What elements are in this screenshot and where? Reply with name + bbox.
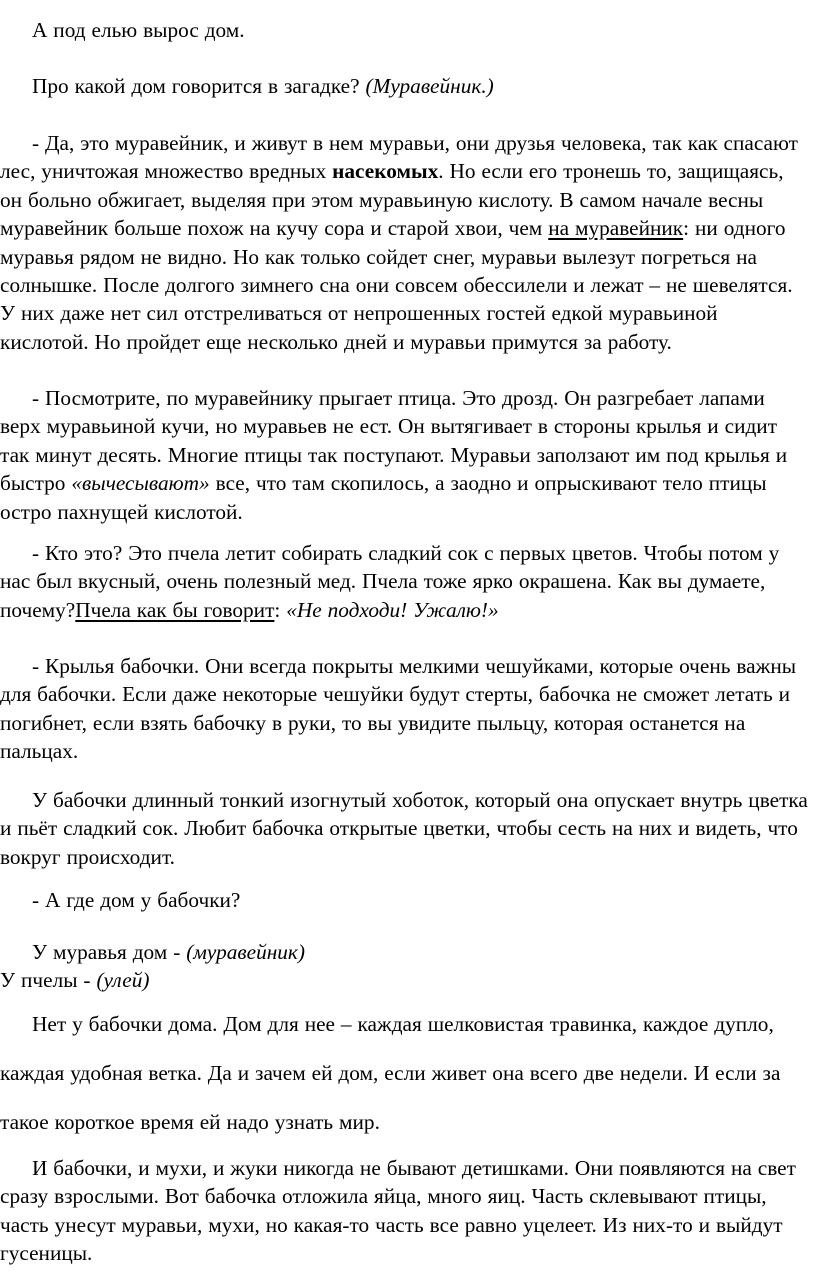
thrush-text-b: все, что там скопилось, а заодно и опрыскивают тело птицы остро пахнущей кислотой. bbox=[0, 471, 767, 524]
paragraph-no-home bbox=[0, 1000, 808, 1147]
paragraph-butterfly-wings bbox=[0, 652, 808, 766]
paragraph-question-house bbox=[0, 886, 808, 914]
no-home-text: Нет у бабочки дома. Дом для нее – каждая шелковистая травинка, каждое дупло, каждая удобная ветка. Да и зачем ей дом, если живет она всего две недели. И если за такое короткое время ей надо узнать мир. bbox=[0, 1012, 781, 1134]
paragraph-riddle-line bbox=[0, 16, 808, 44]
bee-home-answer: (улей) bbox=[96, 968, 150, 993]
paragraph-bee bbox=[0, 539, 808, 624]
bee-home-text: У пчелы - bbox=[0, 968, 97, 993]
riddle-text: А под елью вырос дом. bbox=[32, 18, 245, 42]
paragraph-proboscis bbox=[0, 786, 808, 871]
caterpillars-text: И бабочки, и мухи, и жуки никогда не бывают детишками. Они появляются на свет сразу взрослыми. Вот бабочка отложила яйца, много яиц. Часть склевывают птицы, часть унесут муравьи, мухи, но какая-то часть все равно уцелеет. Из них-то и выйдут гусеницы. bbox=[0, 1156, 796, 1266]
bee-italic-quote: «Не подходи! Ужалю!» bbox=[286, 597, 499, 622]
bee-text-a: - Кто это? Это пчела летит собирать сладкий сок с первых цветов. Чтобы потом у нас был вкусный, очень полезный мед. Пчела тоже ярко окрашена. Как вы думаете, почему? bbox=[0, 541, 780, 622]
anthill-text-a: - Да, это муравейник, и живут в нем муравьи, они друзья человека, так как спасают лес, уничтожая множество вредных bbox=[0, 131, 798, 184]
question-text: Про какой дом говорится в загадке? bbox=[32, 74, 366, 98]
paragraph-homes-list bbox=[0, 938, 808, 995]
anthill-underlined: на муравейник bbox=[548, 216, 684, 241]
anthill-text-c: : ни одного муравья рядом не видно. Но как только сойдет снег, муравьи вылезут погреться на солнышке. После долгого зимнего сна они совсем обессилели и лежат – не шевелятся. У них даже нет сил отстреливаться от непрошенных гостей едкой муравьиной кислотой. Но пройдет еще несколько дней и муравьи примутся за работу. bbox=[0, 216, 793, 354]
house-question-text: - А где дом у бабочки? bbox=[32, 888, 241, 912]
bee-underlined: Пчела как бы говорит bbox=[75, 597, 275, 622]
proboscis-text: У бабочки длинный тонкий изогнутый хоботок, который она опускает внутрь цветка и пьёт сладкий сок. Любит бабочка открытые цветки, чтобы сесть на них и видеть, что вокруг происходит. bbox=[0, 788, 808, 869]
thrush-italic: «вычесывают» bbox=[71, 471, 210, 496]
paragraph-caterpillars bbox=[0, 1154, 808, 1268]
paragraph-thrush bbox=[0, 384, 808, 526]
ant-home-text: У муравья дом - bbox=[32, 940, 187, 964]
paragraph-question bbox=[0, 72, 808, 100]
paragraph-anthill bbox=[0, 129, 808, 356]
thrush-text-a: - Посмотрите, по муравейнику прыгает птица. Это дрозд. Он разгребает лапами верх муравьиной кучи, но муравьев не ест. Он вытягивает в стороны крылья и сидит так минут десять. Многие птицы так поступают. Муравьи заползают им под крылья и быстро bbox=[0, 386, 788, 496]
question-answer: (Муравейник.) bbox=[365, 74, 494, 98]
anthill-text-b: . Но если его тронешь то, защищаясь, он больно обжигает, выделяя при этом муравьиную кислоту. В самом начале весны муравейник больше похож на кучу сора и старой хвои, чем bbox=[0, 159, 784, 241]
anthill-bold-word: насекомых bbox=[332, 159, 439, 184]
ant-home-answer: (муравейник) bbox=[186, 940, 305, 964]
bee-colon: : bbox=[274, 597, 287, 622]
wings-text: - Крылья бабочки. Они всегда покрыты мелкими чешуйками, которые очень важны для бабочки. Если даже некоторые чешуйки будут стерты, бабочка не сможет летать и погибнет, если взять бабочку в руки, то вы увидите пыльцу, которая останется на пальцах. bbox=[0, 654, 797, 764]
